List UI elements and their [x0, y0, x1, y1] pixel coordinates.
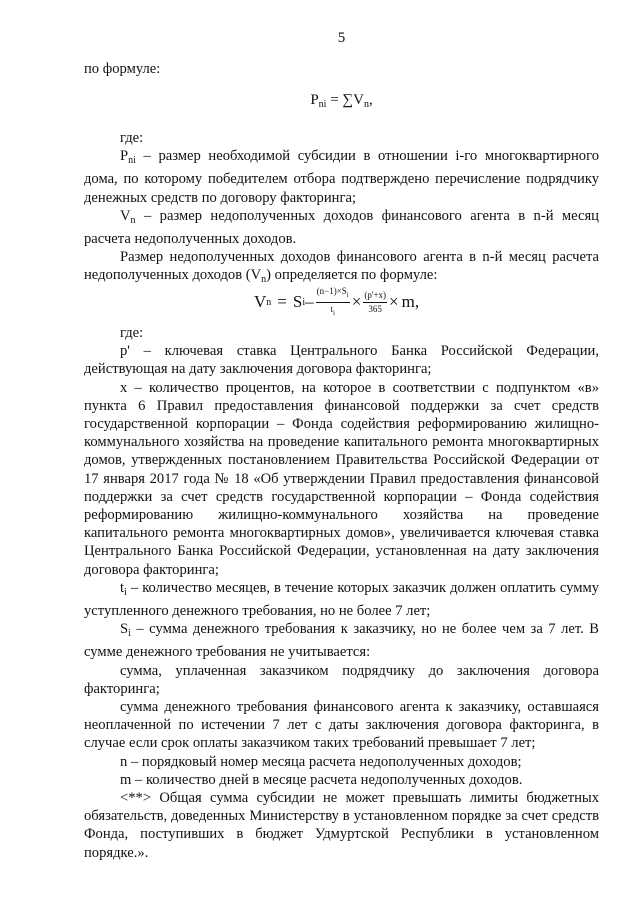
definitions-block-2 [84, 324, 599, 862]
definition-n: n – порядковый номер месяца расчета недополученных доходов; [120, 753, 522, 770]
formula2-times-2: × [389, 292, 399, 311]
size-sentence: Размер недополученных доходов финансового агента в n-й месяц расчета недополученных доходов $(V_n)$ определяется по формуле: [84, 249, 599, 286]
intro-text [84, 60, 599, 78]
definition-s: $S_i$ – сумма денежного требования к заказчику, но не более чем за 7 лет. В сумме денежного требования не учитывается: [84, 621, 599, 661]
excluded-sum-1: сумма, уплаченная заказчиком подрядчику до заключения договора факторинга; [84, 662, 599, 697]
formula2-fraction-2: $\frac{(p'+x)}{365}$ [364, 289, 387, 314]
where-label-1: где: [120, 130, 144, 146]
formula2-fraction-1: $\frac{(n-1)\times S_i}{t_i}$ [316, 285, 349, 317]
definition-x: x – количество процентов, на которое в соответствии с подпунктом «в» пункта 6 Правил предоставления финансовой поддержки за счет средств государственной корпорации – Фонда содействия реформированию жилищно-коммунального хозяйства на проведение капитального ремонта многоквартирных домов, утвержденных постановлением Правительства Российской Федерации от 17 января 2017 года № 18 «Об утверждении Правил предоставления финансовой поддержки за счет средств государственной корпорации – Фонда содействия реформированию жилищно-коммунального хозяйства на проведение капитального ремонта многоквартирных домов», увеличивается ключевая ставка Центрального Банка Российской Федерации, установленная на дату заключения договора факторинга; [84, 379, 599, 578]
formula1-tail: , [368, 92, 373, 108]
formula2-s: S [292, 292, 303, 311]
footnote: <**> Общая сумма субсидии не может превышать лимиты бюджетных обязательств, доведенных Министерству в установленном порядке за счет средств Фонда, поступивших в бюджет Удмуртской Республики в установленном порядке.». [84, 790, 599, 861]
formula1-rhs-sub: n [363, 99, 369, 110]
formula-lost-income: V n = S i – $\frac{(n-1)\times S_i}{t_i}$ × $\frac{(p'+x)}{365}$ × m, [254, 285, 420, 317]
definition-pni: $P_{ni}$ – размер необходимой субсидии в отношении i-го многоквартирного дома, по которому победителем отбора подтверждено перечисление подрядчику денежных средств по договору факторинга; [84, 148, 599, 206]
formula1-lhs: P [310, 92, 319, 108]
formula-subsidy [84, 92, 599, 110]
formula1-lhs-sub: ni [318, 99, 327, 110]
excluded-sum-2: сумма денежного требования финансового агента к заказчику, оставшаяся неоплаченной по истечении 7 лет с даты заключения договора факторинга, в случае если срок оплаты заказчиком таких требований превышает 7 лет; [84, 699, 599, 752]
intro-line: по формуле: [84, 61, 161, 77]
formula2-m: m, [401, 292, 420, 311]
formula2-eq: = [277, 292, 287, 311]
formula2-lhs: V [254, 292, 267, 311]
definitions-block-1 [84, 129, 599, 290]
definition-t: $t_i$ – количество месяцев, в течение которых заказчик должен оплатить сумму уступленного денежного требования, но не более 7 лет; [84, 579, 599, 620]
formula2-times-1: × [351, 292, 362, 311]
where-label-2: где: [120, 325, 144, 341]
definition-p: p' – ключевая ставка Центрального Банка Российской Федерации, действующая на дату заключения договора факторинга; [84, 343, 599, 378]
definition-vn: $V_n$ – размер недополученных доходов финансового агента в n-й месяц расчета недополученных доходов. [84, 207, 599, 248]
definition-m: m – количество дней в месяце расчета недополученных доходов. [120, 771, 523, 788]
formula1-rhs: = ∑V [330, 92, 364, 108]
page-number: 5 [337, 30, 346, 46]
formula2-minus: – [305, 292, 314, 311]
